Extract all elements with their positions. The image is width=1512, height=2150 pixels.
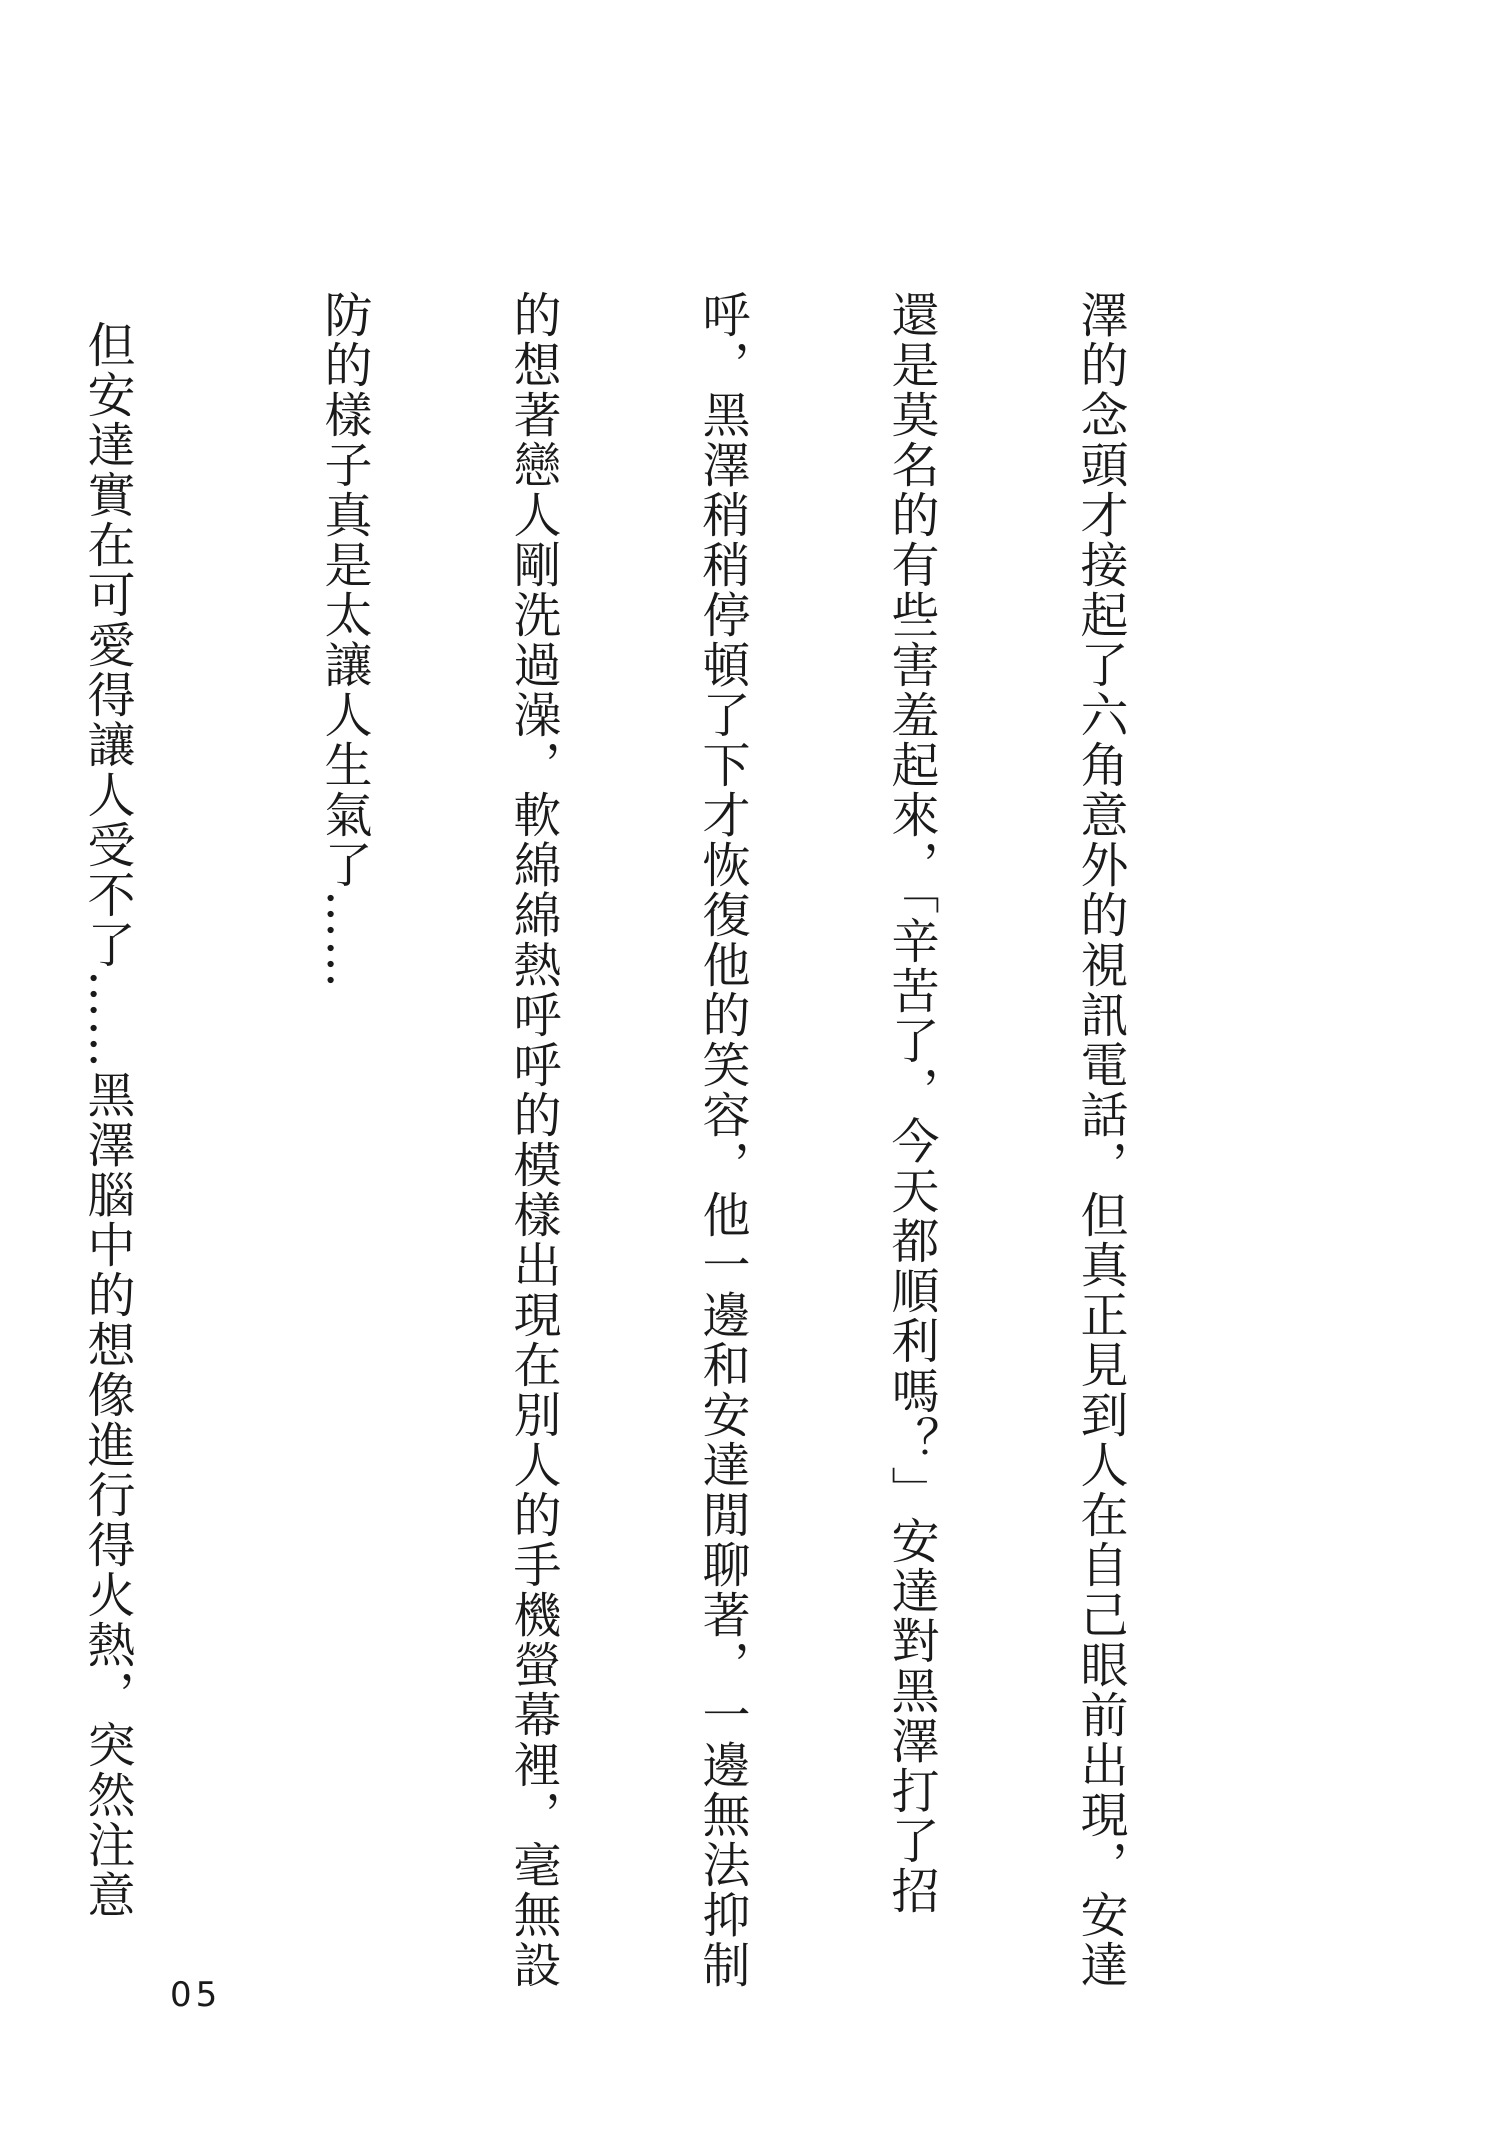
text-column: 的想著戀人剛洗過澡，軟綿綿熱呼呼的模樣出現在別人的手機螢幕裡，毫無設 <box>505 290 561 1990</box>
vertical-text-body <box>0 290 1257 1990</box>
page-number: 05 <box>170 1975 222 2015</box>
text-column: 還是莫名的有些害羞起來，「辛苦了，今天都順利嗎？」安達對黑澤打了招 <box>883 290 939 1916</box>
text-column: 但安達實在可愛得讓人受不了……黑澤腦中的想像進行得火熱，突然注意 <box>79 320 135 1920</box>
text-column: 呼，黑澤稍稍停頓了下才恢復他的笑容，他一邊和安達閒聊著，一邊無法抑制 <box>694 290 750 1990</box>
text-column: 防的樣子真是太讓人生氣了…… <box>316 290 372 990</box>
text-column: 澤的念頭才接起了六角意外的視訊電話，但真正見到人在自己眼前出現，安達 <box>1072 290 1128 1990</box>
